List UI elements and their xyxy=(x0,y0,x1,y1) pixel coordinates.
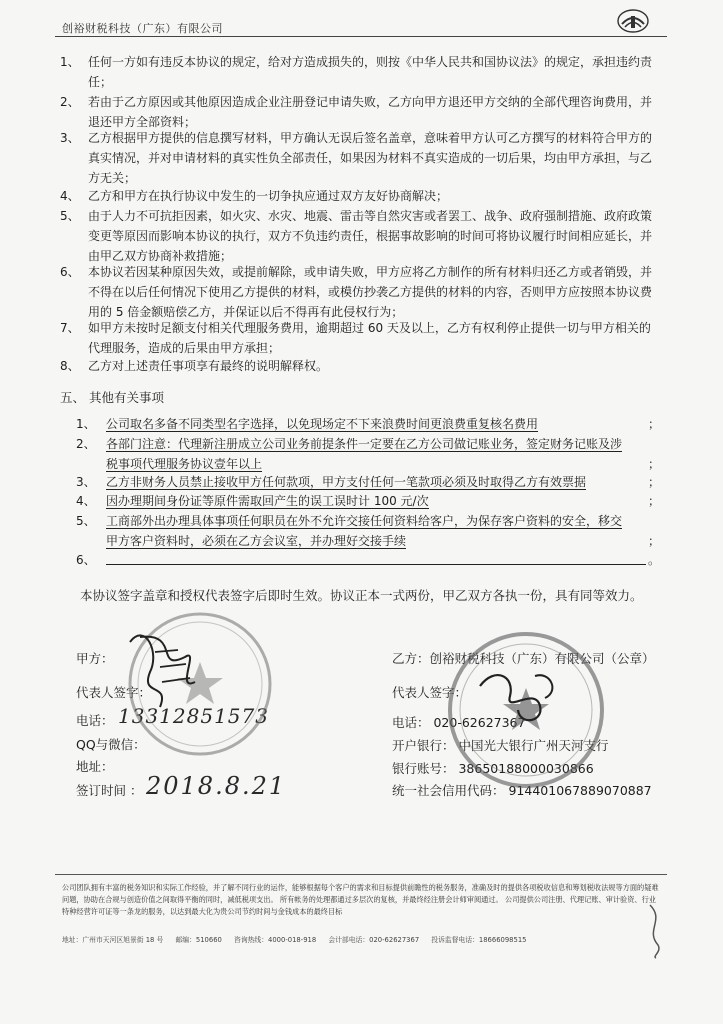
item-end: ； xyxy=(648,494,661,508)
party-b-credit-code: 统一社会信用代码： 914401067889070887 xyxy=(392,783,652,798)
clause-text: 本协议若因某种原因失效，或提前解除，或申请失败，甲方应将乙方制作的所有材料归还乙方或者销毁，并不得在以后任何情况下使用乙方提供的材料，或模仿抄袭乙方提供的材料的内容，否则甲方应按照本协议费用的 5 倍金额赔偿乙方，并保证以后不得再有此侵权行为； xyxy=(88,265,653,319)
clause-number: 1、 xyxy=(60,55,80,69)
item-end: 。 xyxy=(648,553,661,567)
party-a-date-handwritten: 2018.8.21 xyxy=(146,772,287,800)
item-number: 4、 xyxy=(76,494,96,508)
clause-text: 乙方和甲方在执行协议中发生的一切争执应通过双方友好协商解决； xyxy=(88,189,449,203)
footer-address: 地址：广州市天河区旭景街 18 号 xyxy=(62,936,164,944)
item-end: ； xyxy=(648,417,661,431)
clause-text: 任何一方如有违反本协议的规定，给对方造成损失的，则按《中华人民共和国协议法》的规定，承担违约责任； xyxy=(88,55,653,89)
party-a-company-stamp xyxy=(100,612,340,772)
margin-hand-mark-icon xyxy=(640,900,670,960)
item-text-line-1: 各部门注意：代理新注册成立公司业务前提条件一定要在乙方公司做记账业务，签定财务记账及涉 xyxy=(106,437,623,451)
clause-number: 7、 xyxy=(60,321,80,335)
item-text-line-2: 甲方客户资料时，必须在乙方会议室，并办理好交接手续 xyxy=(106,534,407,548)
item-text: 乙方非财务人员禁止接收甲方任何款项，甲方支付任何一笔款项必须及时取得乙方有效票据 xyxy=(106,475,587,489)
clause-number: 3、 xyxy=(60,131,80,145)
clause-text: 由于人力不可抗拒因素，如火灾、水灾、地震、雷击等自然灾害或者罢工、战争、政府强制措施、政府政策变更等原因而影响本协议的执行，双方不负违约责任，根据事故影响的时间可将协议履行时间相应延长，并由甲乙双方协商补救措施； xyxy=(88,209,653,263)
party-a-phone-handwritten: 13312851573 xyxy=(118,704,269,728)
clause-text: 若由于乙方原因或其他原因造成企业注册登记申请失败，乙方向甲方退还甲方交纳的全部代理咨询费用，并退还甲方全部资料； xyxy=(88,95,653,129)
party-a-address-label: 地址： xyxy=(76,759,114,774)
clause-text: 乙方根据甲方提供的信息撰写材料，甲方确认无误后签名盖章，意味着甲方认可乙方撰写的材料符合甲方的真实情况，并对申请材料的真实性负全部责任，如果因为材料不真实造成的一切后果，均由甲方承担，与乙方无关； xyxy=(88,131,653,185)
item-text: 公司取名多备不同类型名字选择，以免现场定不下来浪费时间更浪费重复核名费用 xyxy=(106,417,539,431)
clause-text: 乙方对上述责任事项享有最终的说明解释权。 xyxy=(88,359,329,373)
clause-number: 5、 xyxy=(60,209,80,223)
item-number: 2、 xyxy=(76,437,96,451)
item-number: 1、 xyxy=(76,417,96,431)
clause-number: 4、 xyxy=(60,189,80,203)
header-company-name: 创裕财税科技（广东）有限公司 xyxy=(62,22,223,35)
party-b-rep-label: 代表人签字： xyxy=(392,685,468,700)
party-b-bank: 开户银行： 中国光大银行广州天河支行 xyxy=(392,738,609,753)
company-logo-icon xyxy=(616,8,650,34)
item-text-line-2: 税事项代理服务协议壹年以上 xyxy=(106,457,263,471)
closing-statement: 本协议签字盖章和授权代表签字后即时生效。协议正本一式两份，甲乙双方各执一份，具有同等效力。 xyxy=(80,588,643,603)
item-text: 因办理期间身份证等原件需取回产生的误工误时计 100 元/次 xyxy=(106,494,429,508)
header-divider xyxy=(55,36,667,37)
item-number: 3、 xyxy=(76,475,96,489)
footer-hotline: 咨询热线：4000-018-918 xyxy=(234,936,317,944)
item-number: 6、 xyxy=(76,553,96,567)
party-b-label: 乙方：创裕财税科技（广东）有限公司（公章） xyxy=(392,651,655,666)
footer-divider xyxy=(55,874,667,875)
item-end: ； xyxy=(648,457,661,471)
footer-contact xyxy=(62,934,536,944)
item-blank-line xyxy=(106,564,646,565)
footer-accounting-phone: 会计部电话：020-62627367 xyxy=(328,936,420,944)
footer-complaint: 投诉监督电话：18666098515 xyxy=(431,936,527,944)
party-b-account: 银行账号： 38650188000030866 xyxy=(392,761,594,776)
party-a-phone-label: 电话： xyxy=(76,713,114,728)
footer-postcode: 邮编：510660 xyxy=(175,936,222,944)
clause-number: 8、 xyxy=(60,359,80,373)
party-b-company-stamp xyxy=(440,626,610,796)
party-a-qq-label: QQ与微信： xyxy=(76,737,146,752)
item-number: 5、 xyxy=(76,514,96,528)
party-b-phone: 电话： 020-62627367 xyxy=(392,715,526,730)
party-a-rep-label: 代表人签字： xyxy=(76,685,152,700)
section-title: 五、 其他有关事项 xyxy=(60,390,164,405)
clause-number: 6、 xyxy=(60,265,80,279)
party-a-date-label: 签订时间 ： xyxy=(76,783,143,798)
item-text-line-1: 工商部外出办理具体事项任何职员在外不允许交接任何资料给客户，为保存客户资料的安全，移交 xyxy=(106,514,623,528)
clause-number: 2、 xyxy=(60,95,80,109)
footer-intro: 公司团队拥有丰富的税务知识和实际工作经验，并了解不同行业的运作，能够根据每个客户的需求和目标提供前瞻性的税务服务，准确及时的提供各项税收信息和筹划税收法规等方面的疑难问题，协助在合规与创造价值之间取得平衡的同时，减低税项支出。 所有帐务的处理都通过多层次的复核，并最终经注册会计师审阅通过。 公司提供公司注册、代理记账、审计验资、行业特种经营许可证等一条龙的服务，以达到最大化为贵公司节约时间与金钱成本的最终目标 xyxy=(62,883,659,916)
item-end: ； xyxy=(648,534,661,548)
party-a-label: 甲方： xyxy=(76,651,114,666)
clause-text: 如甲方未按时足额支付相关代理服务费用，逾期超过 60 天及以上，乙方有权利停止提供一切与甲方相关的代理服务，造成的后果由甲方承担； xyxy=(88,321,651,355)
item-end: ； xyxy=(648,475,661,489)
